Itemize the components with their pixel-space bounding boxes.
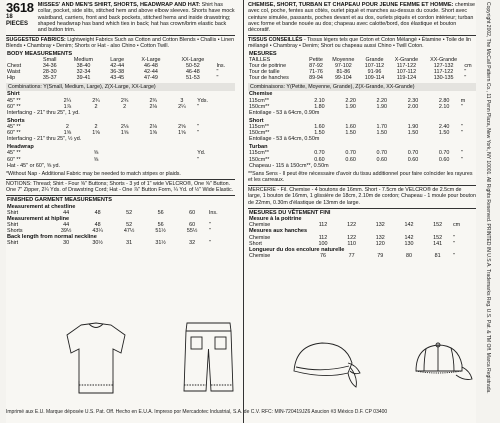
cell: " [208,228,211,235]
cell: 31 [126,240,133,247]
cell: 117-122 [396,63,417,70]
size-header: Grande [365,56,384,63]
cell: 130-135 [433,75,454,82]
cell: 80 [405,252,412,259]
notions-text: NOTIONS: Thread; Shirt - Four ⅝" Buttons; Shorts - 3 yd of 1" wide VELCRO®, One ⅝" Button. One 7" Zipper, 2¼ Yds. of Drawstring Cord; Hat - One ⅞" Button Form, ¼ Yd. of ½" Wide Elastic. [6,180,234,194]
cell: Shorts [7,228,23,235]
cell: 44 [63,209,70,216]
cell: 32-34 [76,69,91,76]
cell: Waist [7,69,21,76]
cell: 1⅝ [63,130,72,137]
cell: " [460,150,463,157]
cell: 77 [348,252,355,259]
table-row [6,75,235,81]
cell: " [452,234,455,241]
cell: Shirt [7,222,19,229]
cell: 1.90 [407,124,419,131]
cell: 152 [433,234,443,241]
cell: Yds. [197,97,208,104]
cell: Shirt [7,240,19,247]
cell: ⅝ [93,150,99,157]
cell: 71-76 [309,69,323,76]
cell: 48 [94,209,101,216]
divider [248,185,476,186]
cell: 56 [157,209,164,216]
cell: " [452,252,455,259]
french-title: CHEMISE, SHORT, TURBAN ET CHAPEAU POUR JEUNE FEMME ET HOMME: [248,2,454,8]
shorts-back-sketch [181,318,236,400]
cell: 2⅛ [149,124,157,131]
pieces-count: 18 PIECES [6,14,29,28]
body-measurements-table [6,51,235,81]
cell: " [208,222,211,229]
cell: 2.30 [407,97,419,104]
cell: 0.60 [438,156,450,163]
interfacing-note: Interfacing - 21" thru 25", ½ yd. [7,136,82,143]
copyright-strip [478,0,500,423]
cell: 56 [157,222,164,229]
english-description [38,2,235,33]
cell: 0.60 [314,156,325,163]
size-header: X-Grande [394,56,419,63]
cell: 60 [189,209,196,216]
cell: 35-37 [42,75,57,82]
cell: 0.60 [407,156,419,163]
copyright-text: Copyright 2002, The McCall Pattern Co., 11 Penn Plaza, New York, NY 10001. All Rights Reserved. PRINTED IN U.S.A. Trademarks Reg. U.S. Pat. & TM Off. Marca Registrada. [485,2,492,394]
cell: 89-94 [309,75,323,82]
size-header: X-Large [141,56,161,63]
cell: 1⅝ [178,130,186,137]
cell: 1.90 [345,103,356,110]
table-row [248,253,476,259]
cell: 1.90 [376,103,388,110]
shirt-back-sketch [61,318,131,400]
chestline-label: Measurement at chestline [7,203,76,210]
divider [6,179,235,180]
cell: 117-122 [433,69,454,76]
hat-sketch [406,324,476,406]
mercerie-text: MERCERIE - Fil. Chemise - 4 boutons de 16mm. Short - 7.5cm de VELCRO® de 2.5cm de large, 1 bouton de 16mm, 1 glissière de 18cm, 2.10m de cordon; Chapeau - 1 moule pour bouton de 22mm, 0.30m d'élastique de 13mm de large. [248,187,476,206]
cell: 52 [126,222,133,229]
garment-label: Shorts [7,117,25,124]
cell: cm [452,222,461,229]
cell: 99-104 [334,75,352,82]
cell: " [197,130,200,137]
garment-label: Short [249,117,264,124]
cell: " [460,124,463,131]
table-row [6,240,235,246]
garment-label: Shirt [7,91,20,98]
cell: 51-53 [185,75,200,82]
cell: Chest [7,63,22,70]
size-header: Small [43,56,57,63]
cell: Yd. [197,150,206,157]
chapeau-note: Chapeau - 115 à 150cm**, 0.50m [249,162,329,169]
cell: 2⅛ [120,124,129,131]
cell: 91-96 [367,69,382,76]
cell: 0.70 [376,150,388,157]
cell: 43-45 [110,75,125,82]
cell: 1.50 [407,130,419,137]
cell: 132 [375,222,385,229]
cell: 152 [433,222,443,229]
divider [248,208,476,209]
cell: " [460,130,463,137]
cell: 87-92 [309,63,323,70]
cell: 34-36 [42,63,57,70]
size-header: TAILLES [249,56,271,63]
hipline-label: Measurement at hipline [7,215,70,222]
cell: 50-52 [185,63,200,70]
french-description [248,0,476,33]
cell: 39½ [60,228,72,235]
garment-label: Chemise [249,91,273,98]
cell: 39-41 [76,75,91,82]
cell: 28-30 [42,69,57,76]
cell: 2.20 [345,97,356,104]
pattern-number: 3618 [6,0,34,15]
english-description-text: Shirt has collar, pocket, side slits, stitched hem and above elbow sleeves. Shorts have mock waistband, carriers, front and back pockets, stitched hems and inside drawstring; shaped headwrap has band which ties in back; hat has crown/brim elastic back and button trim. [37,2,235,34]
cell: 31½ [155,240,166,247]
cell: Shirt [7,209,19,216]
entoilage-note: Entoilage - 53 à 64cm, 0.90m [249,109,320,116]
cell: 76 [319,252,326,259]
cell: 30 [63,240,70,247]
cell: 2.20 [376,97,388,104]
garment-label: Turban [249,144,268,151]
cell: 1.50 [345,130,356,137]
cell: 2¾ [149,97,157,104]
cell: 38-40 [76,63,91,70]
mesures-title: MESURES [249,50,277,57]
cell: 48 [94,222,101,229]
longueur-dos-label: Longueur du dos encolure naturelle [249,246,345,253]
cell: 150cm** [249,156,270,163]
combinations-note: Combinations: Y(Small, Medium, Large), Z(X-Large, XX-Large) [6,83,235,91]
cell: Tour de hanches [249,75,289,82]
cell: 32 [189,240,196,247]
cell: 1⅞ [63,103,72,110]
table-row [6,116,235,124]
size-header: Medium [73,56,94,63]
cell: 44 [63,222,70,229]
interfacing-note: Interfacing - 21" thru 25", 1 yd. [7,109,80,116]
garment-label: Headwrap [7,144,34,151]
suggested-fabrics [6,37,235,50]
cell: " [197,103,200,110]
cell: 1.60 [345,124,356,131]
cell: 45" ** [7,150,21,157]
divider [6,195,235,196]
cell: 0.60 [376,156,388,163]
cell: 142 [404,222,414,229]
cell: 60" ** [7,156,21,163]
cell: 55½ [186,228,198,235]
metrage-table [248,91,476,168]
print-footer: Imprimé aux E.U. Marque déposée U.S. Pat. Off. Hecho en E.U.A. Impreso por Mercadotec Industrial, S.A. de C.V. RFC: MIN-720419JZ6 Asucion #3 México D.F. CP 03400 [6,408,388,415]
combinaisons-note: Combinaisons: Y(Petite, Moyenne, Grande), Z(X-Grande, XX-Grande) [248,83,476,91]
cell: " [197,124,200,131]
cell: ⅝ [93,156,99,163]
cell: 109-114 [364,75,385,82]
cell: 2¼ [178,103,186,110]
cell: Chemise [249,252,271,259]
cell: Chemise [249,234,271,241]
cell: 1.70 [376,124,388,131]
cell: Chemise [249,222,271,229]
cell: 112 [318,234,328,241]
entoilage-note: Entoilage - 53 à 64cm, 0.50m [249,136,320,143]
cell: 2 [94,124,98,131]
fabrics-label: SUGGESTED FABRICS: [6,37,66,44]
cell: 60 [189,222,196,229]
cell: 3 [180,97,184,104]
cell: 0.70 [407,150,419,157]
cell: 1⅝ [92,130,100,137]
cell: 46-48 [185,69,200,76]
cell: 130 [404,240,414,247]
cell: Hip [7,75,16,82]
cell: " [197,156,200,163]
cell: 46-48 [144,63,158,70]
finished-title: MESURES DU VÊTEMENT FINI [249,209,331,216]
cell: 36-38 [110,69,125,76]
cell: 30½ [92,240,103,247]
cell: 0.70 [314,150,325,157]
table-row [248,75,476,81]
cell: 79 [377,252,384,259]
cell: " [216,75,219,82]
cell: 141 [433,240,443,247]
cell: " [216,69,219,76]
cell: cm [464,63,472,70]
cell: " [460,156,463,163]
hanches-label: Mesures aux hanches [249,228,308,235]
size-header: XX-Large [181,56,205,63]
table-row [6,142,235,150]
cell: 2.10 [438,103,450,110]
headwrap-sketch [286,322,364,404]
cell: " [464,69,467,76]
cell: 97-102 [334,63,352,70]
cell: 127-132 [433,63,454,70]
cell: 2¾ [120,97,129,104]
cell: 100 [318,240,328,247]
cell: " [452,240,455,247]
cell: Ins. [216,63,226,70]
cell: 47-49 [144,75,158,82]
cell: 2 [94,103,98,110]
mesures-vetement-fini-table [248,210,476,259]
cell: 0.60 [345,156,356,163]
cell: m [460,97,466,104]
cell: 2⅛ [149,103,157,110]
cell: 1.50 [376,130,388,137]
cell: 60" ** [7,103,21,110]
pattern-id [6,2,34,33]
table-row [248,163,476,169]
tissus-conseilles [248,37,476,50]
size-header: XX-Grande [430,56,458,63]
cell: Short [249,240,262,247]
yardage-table [6,91,235,168]
cell: 0.70 [345,150,356,157]
cell: 51½ [155,228,166,235]
back-length-label: Back length from normal neckline [7,234,97,241]
cell: 150cm** [249,130,270,137]
cell: 42-44 [144,69,158,76]
cell: 1⅝ [120,130,129,137]
cell: 107-112 [364,63,385,70]
size-header: Moyenne [332,56,355,63]
english-title: MISSES' AND MEN'S SHIRT, SHORTS, HEADWRAP AND HAT: [37,2,201,8]
size-header: Petite [309,56,323,63]
table-row [248,116,476,124]
cell: 1.60 [314,124,325,131]
cell: 2.80 [438,97,450,104]
cell: Tour de poitrine [249,63,287,70]
fabrics-text: Lightweight Fabrics Such as Cotton and Cotton Blends • Challis • Linen Blends • Chambray • Denim; Shorts or Hat - also Chino • Cotton Twill. [6,37,235,50]
cell: 81-86 [336,69,351,76]
cell: 110 [347,240,356,247]
hat-note: Hat - 45" or 60", ⅝ yd. [7,162,60,169]
cell: 52 [126,209,133,216]
cell: 47½ [123,228,135,235]
cell: " [208,240,211,247]
divider [6,35,235,36]
cell: Tour de taille [249,69,280,76]
cell: 2¼ [63,97,72,104]
cell: 115cm** [249,124,269,131]
cell: 2⅝ [178,124,186,131]
cell: 2 [65,124,69,131]
cell: 1.50 [438,130,450,137]
cell: 2¾ [92,97,100,104]
cell: 81 [434,252,441,259]
cell: " [460,103,463,110]
finished-measurements-table [6,197,235,246]
tissus-label: TISSUS CONSEILLÉS [248,37,303,44]
poitrine-label: Mesure à la poitrine [249,216,302,223]
cell: 2.40 [438,124,450,131]
cell: 1⅝ [149,130,157,137]
cell: 122 [347,234,357,241]
cell: Ins. [208,209,218,216]
sans-sens-note: **Sans Sens - Il peut être nécessaire d'avoir du tissu additionnel pour faire coïncider les rayures et les carreaux. [248,170,473,183]
cell: " [464,75,467,82]
pattern-envelope-back [6,0,492,423]
cell: 107-112 [396,69,417,76]
cell: 1.50 [314,130,325,137]
cell: 150cm** [249,103,270,110]
cell: 120 [375,240,385,247]
cell: 0.70 [438,150,450,157]
tissus-text: - Tissus légers tels que Coton et Coton Mélangé • Étamine • Toile de lin mélangé • Chambray • Denim; Short ou chapeau aussi Chino • Twill Coton. [248,37,471,50]
cell: 115cm** [249,97,269,104]
cell: 115cm** [249,150,269,157]
french-description-text: chemise avec col, poche, fentes aux côtés, ourlet piqué et manches au-dessus du coude. Short avec ceinture simulée, passants, poches devant et au dos, ourlets piqués et cordon intérieur; turban avec forme et bande nouée au dos; chapeau avec calotte/bord, dos élastique et bouton décoratif. [248,2,476,34]
without-nap-note: *Without Nap - Additional Fabric may be needed to match stripes or plaids. [6,170,181,177]
cell: 42-44 [110,63,125,70]
body-measurements-title: BODY MEASUREMENTS [7,50,73,57]
size-header: Large [110,56,125,63]
table-row [6,163,235,169]
cell: 60" ** [7,130,21,137]
cell: 45" ** [7,124,21,131]
cell: 119-124 [396,75,417,82]
cell: 142 [404,234,414,241]
cell: 45" ** [7,97,21,104]
cell: 2.10 [314,97,325,104]
cell: 43¼ [92,228,103,235]
cell: 2 [123,103,127,110]
cell: 132 [375,234,385,241]
finished-title: FINISHED GARMENT MEASUREMENTS [7,197,113,204]
mesures-table [248,51,476,81]
cell: 1.80 [314,103,325,110]
cell: 122 [347,222,357,229]
cell: 2.00 [407,103,419,110]
table-row [248,142,476,150]
cell: 112 [318,222,328,229]
